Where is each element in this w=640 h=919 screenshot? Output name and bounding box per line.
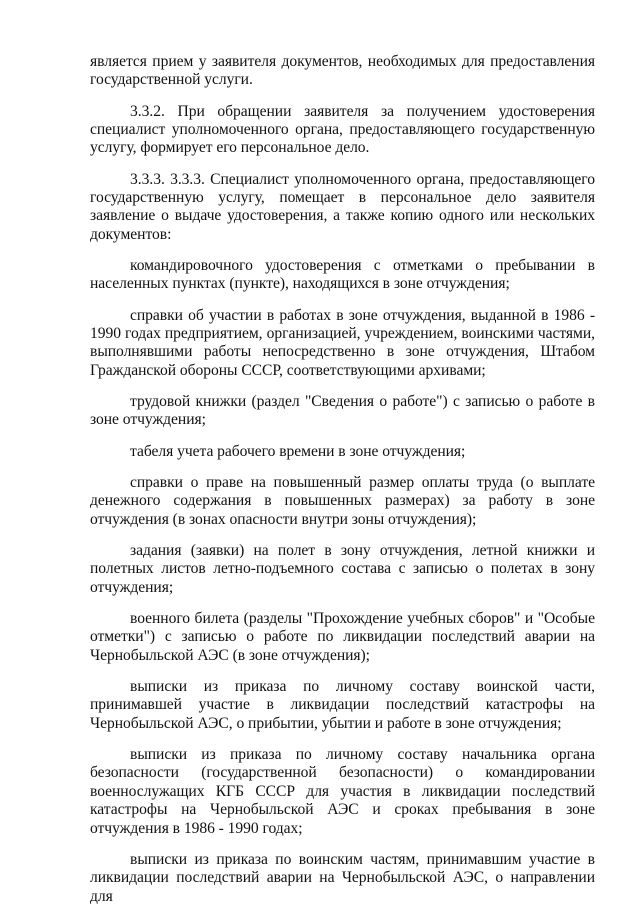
list-item-timesheet: табеля учета рабочего времени в зоне отчуждения; [130,442,466,460]
list-item-military-units-order: выписки из приказа по воинским частям, принимавшим участие в ликвидации последствий аварии на Чернобыльской АЭС, о направлении для [90,850,595,905]
list-item-flight-assignment: задания (заявки) на полет в зону отчуждения, летной книжки и полетных листов летно-подъемного состава с записью о полетах в зону отчуждения; [90,541,595,596]
document-page [90,53,595,919]
list-item-military-id: военного билета (разделы "Прохождение учебных сборов" и "Особые отметки") с записью о работе по ликвидации последствий аварии на Чернобыльской АЭС (в зоне отчуждения); [90,609,595,664]
paragraph-3-3-3: 3.3.3. 3.3.3. Специалист уполномоченного органа, предоставляющего государственную услугу, помещает в персональное дело заявителя заявление о выдаче удостоверения, а также копию одного или нескольких документов: [90,170,595,243]
list-item-employment-record: трудовой книжки (раздел "Сведения о работе") с записью о работе в зоне отчуждения; [90,393,595,429]
list-item-security-agency-order: выписки из приказа по личному составу начальника органа безопасности (государственной безопасности) о командировании военнослужащих КГБ СССР для участия в ликвидации последствий катастрофы на Чернобыльской АЭС и сроках пребывания в зоне отчуждения в 1986 - 1990 годах; [90,745,595,837]
list-item-work-participation-certificate: справки об участии в работах в зоне отчуждения, выданной в 1986 - 1990 годах предприятием, организацией, учреждением, воинскими частями, выполнявшими работы непосредственно в зоне отчуждения, Штабом Гражданской обороны СССР, соответствующими архивами; [90,306,595,379]
list-item-military-unit-order: выписки из приказа по личному составу воинской части, принимавшей участие в ликвидации последствий катастрофы на Чернобыльской АЭС, о прибытии, убытии и работе в зоне отчуждения; [90,677,595,732]
continuation-paragraph: является прием у заявителя документов, необходимых для предоставления государственной услуги. [90,53,595,89]
paragraph-3-3-2: 3.3.2. При обращении заявителя за получением удостоверения специалист уполномоченного органа, предоставляющего государственную услугу, формирует его персональное дело. [90,102,595,157]
list-item-increased-pay-certificate: справки о праве на повышенный размер оплаты труда (о выплате денежного содержания в повышенных размерах) за работу в зоне отчуждения (в зонах опасности внутри зоны отчуждения); [90,473,595,528]
list-item-travel-certificate: командировочного удостоверения с отметками о пребывании в населенных пунктах (пункте), находящихся в зоне отчуждения; [90,257,595,293]
